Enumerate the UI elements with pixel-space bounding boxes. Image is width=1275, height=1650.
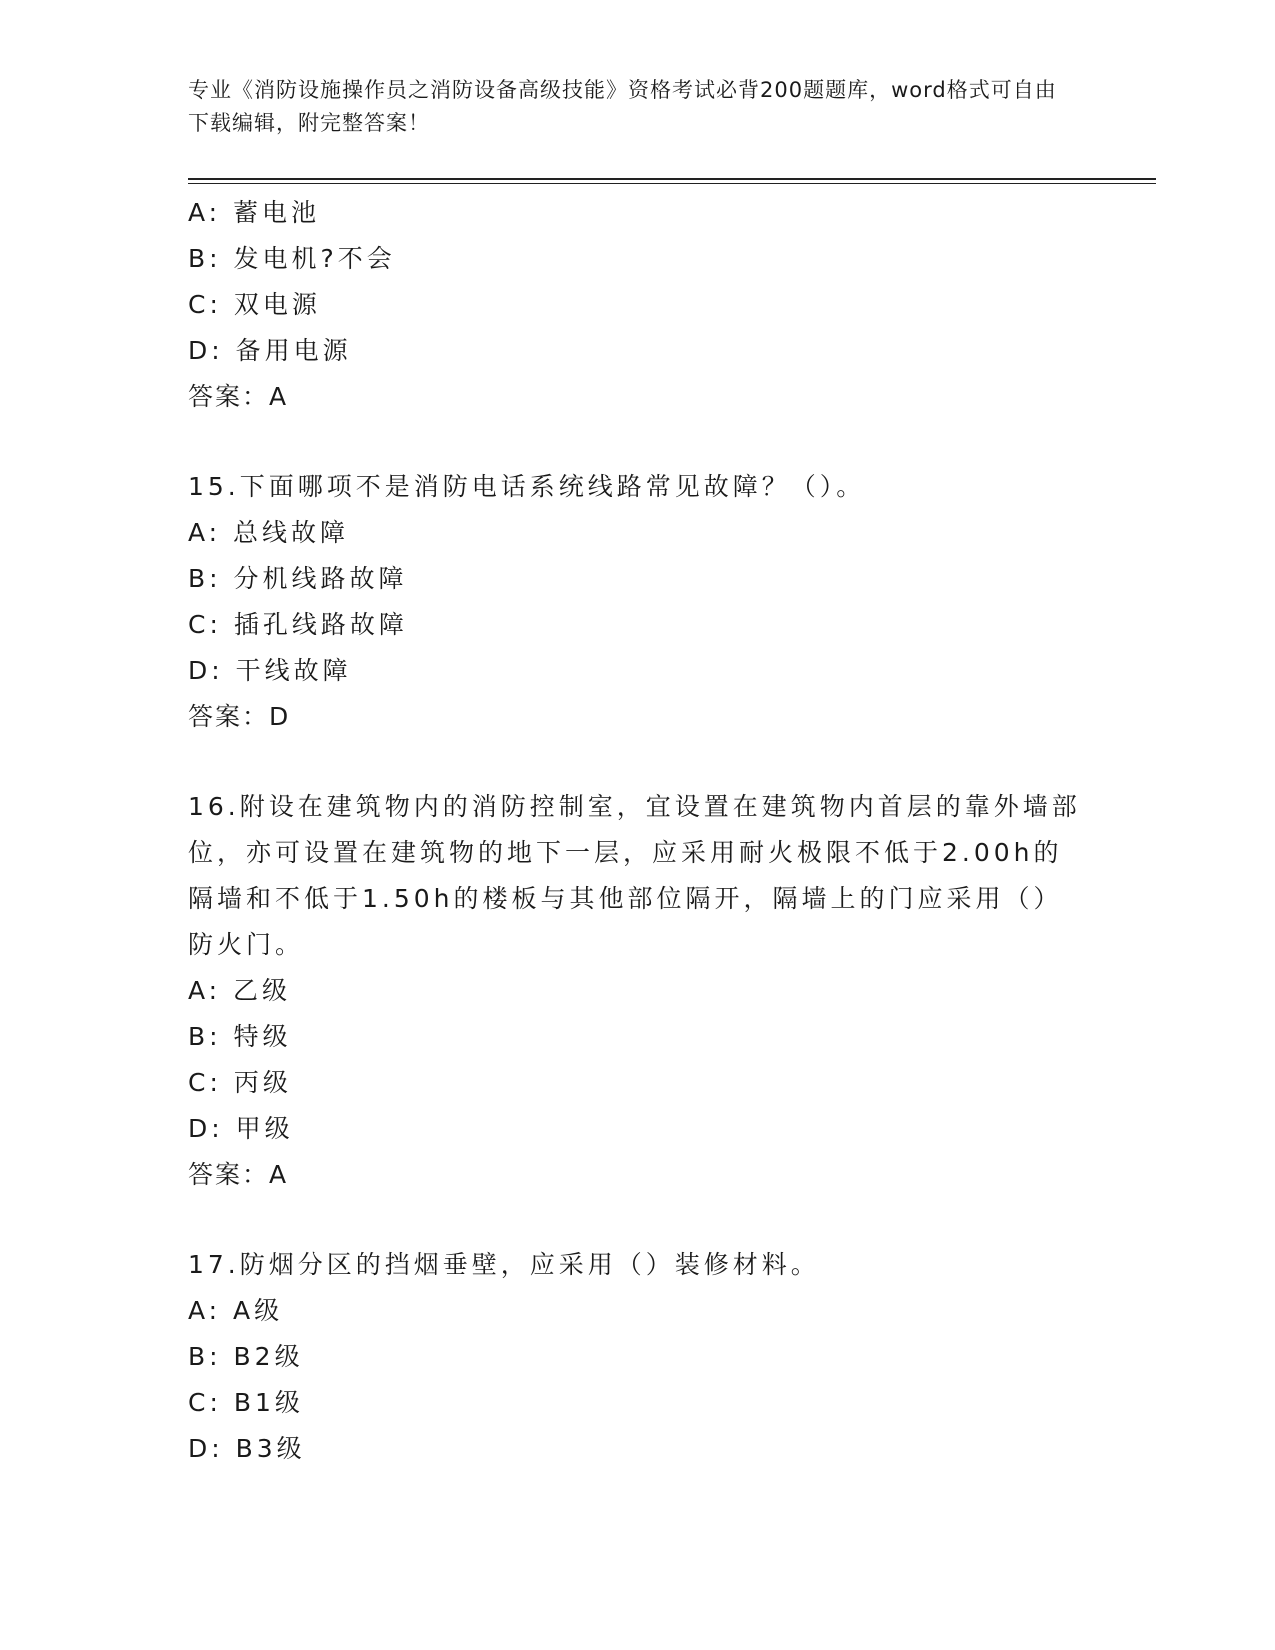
option-a: A: 蓄电池 xyxy=(188,198,321,227)
answer-line: 答案：D xyxy=(188,702,291,731)
question-stem: 16.附设在建筑物内的消防控制室，宜设置在建筑物内首层的靠外墙部位，亦可设置在建筑物的地下一层，应采用耐火极限不低于2.00h的隔墙和不低于1.50h的楼板与其他部位隔开，隔墙上的门应采用（）防火门。 xyxy=(188,792,1081,959)
option-a: A: A级 xyxy=(188,1296,284,1325)
question-stem: 17.防烟分区的挡烟垂壁，应采用（）装修材料。 xyxy=(188,1250,820,1279)
option-d: D: 甲级 xyxy=(188,1114,294,1143)
option-b: B: 分机线路故障 xyxy=(188,564,408,593)
question-block xyxy=(188,784,1088,1198)
question-block xyxy=(188,464,1088,740)
document-header: 专业《消防设施操作员之消防设备高级技能》资格考试必背200题题库，word格式可自由下载编辑，附完整答案！ xyxy=(188,78,1057,135)
option-c: C: 双电源 xyxy=(188,290,321,319)
option-b: B: B2级 xyxy=(188,1342,304,1371)
option-b: B: 发电机?不会 xyxy=(188,244,396,273)
option-c: C: B1级 xyxy=(188,1388,304,1417)
header-divider-thin xyxy=(188,183,1156,184)
option-d: D: B3级 xyxy=(188,1434,306,1463)
question-list xyxy=(188,190,1088,1472)
question-stem: 15.下面哪项不是消防电话系统线路常见故障？（）。 xyxy=(188,472,866,501)
option-d: D: 干线故障 xyxy=(188,656,352,685)
option-c: C: 丙级 xyxy=(188,1068,292,1097)
answer-line: 答案：A xyxy=(188,1160,289,1189)
option-a: A: 乙级 xyxy=(188,976,292,1005)
header-divider xyxy=(188,178,1156,180)
option-c: C: 插孔线路故障 xyxy=(188,610,408,639)
option-b: B: 特级 xyxy=(188,1022,292,1051)
answer-line: 答案：A xyxy=(188,382,289,411)
option-d: D: 备用电源 xyxy=(188,336,352,365)
option-a: A: 总线故障 xyxy=(188,518,350,547)
question-block xyxy=(188,1242,1088,1472)
question-block xyxy=(188,190,1088,420)
